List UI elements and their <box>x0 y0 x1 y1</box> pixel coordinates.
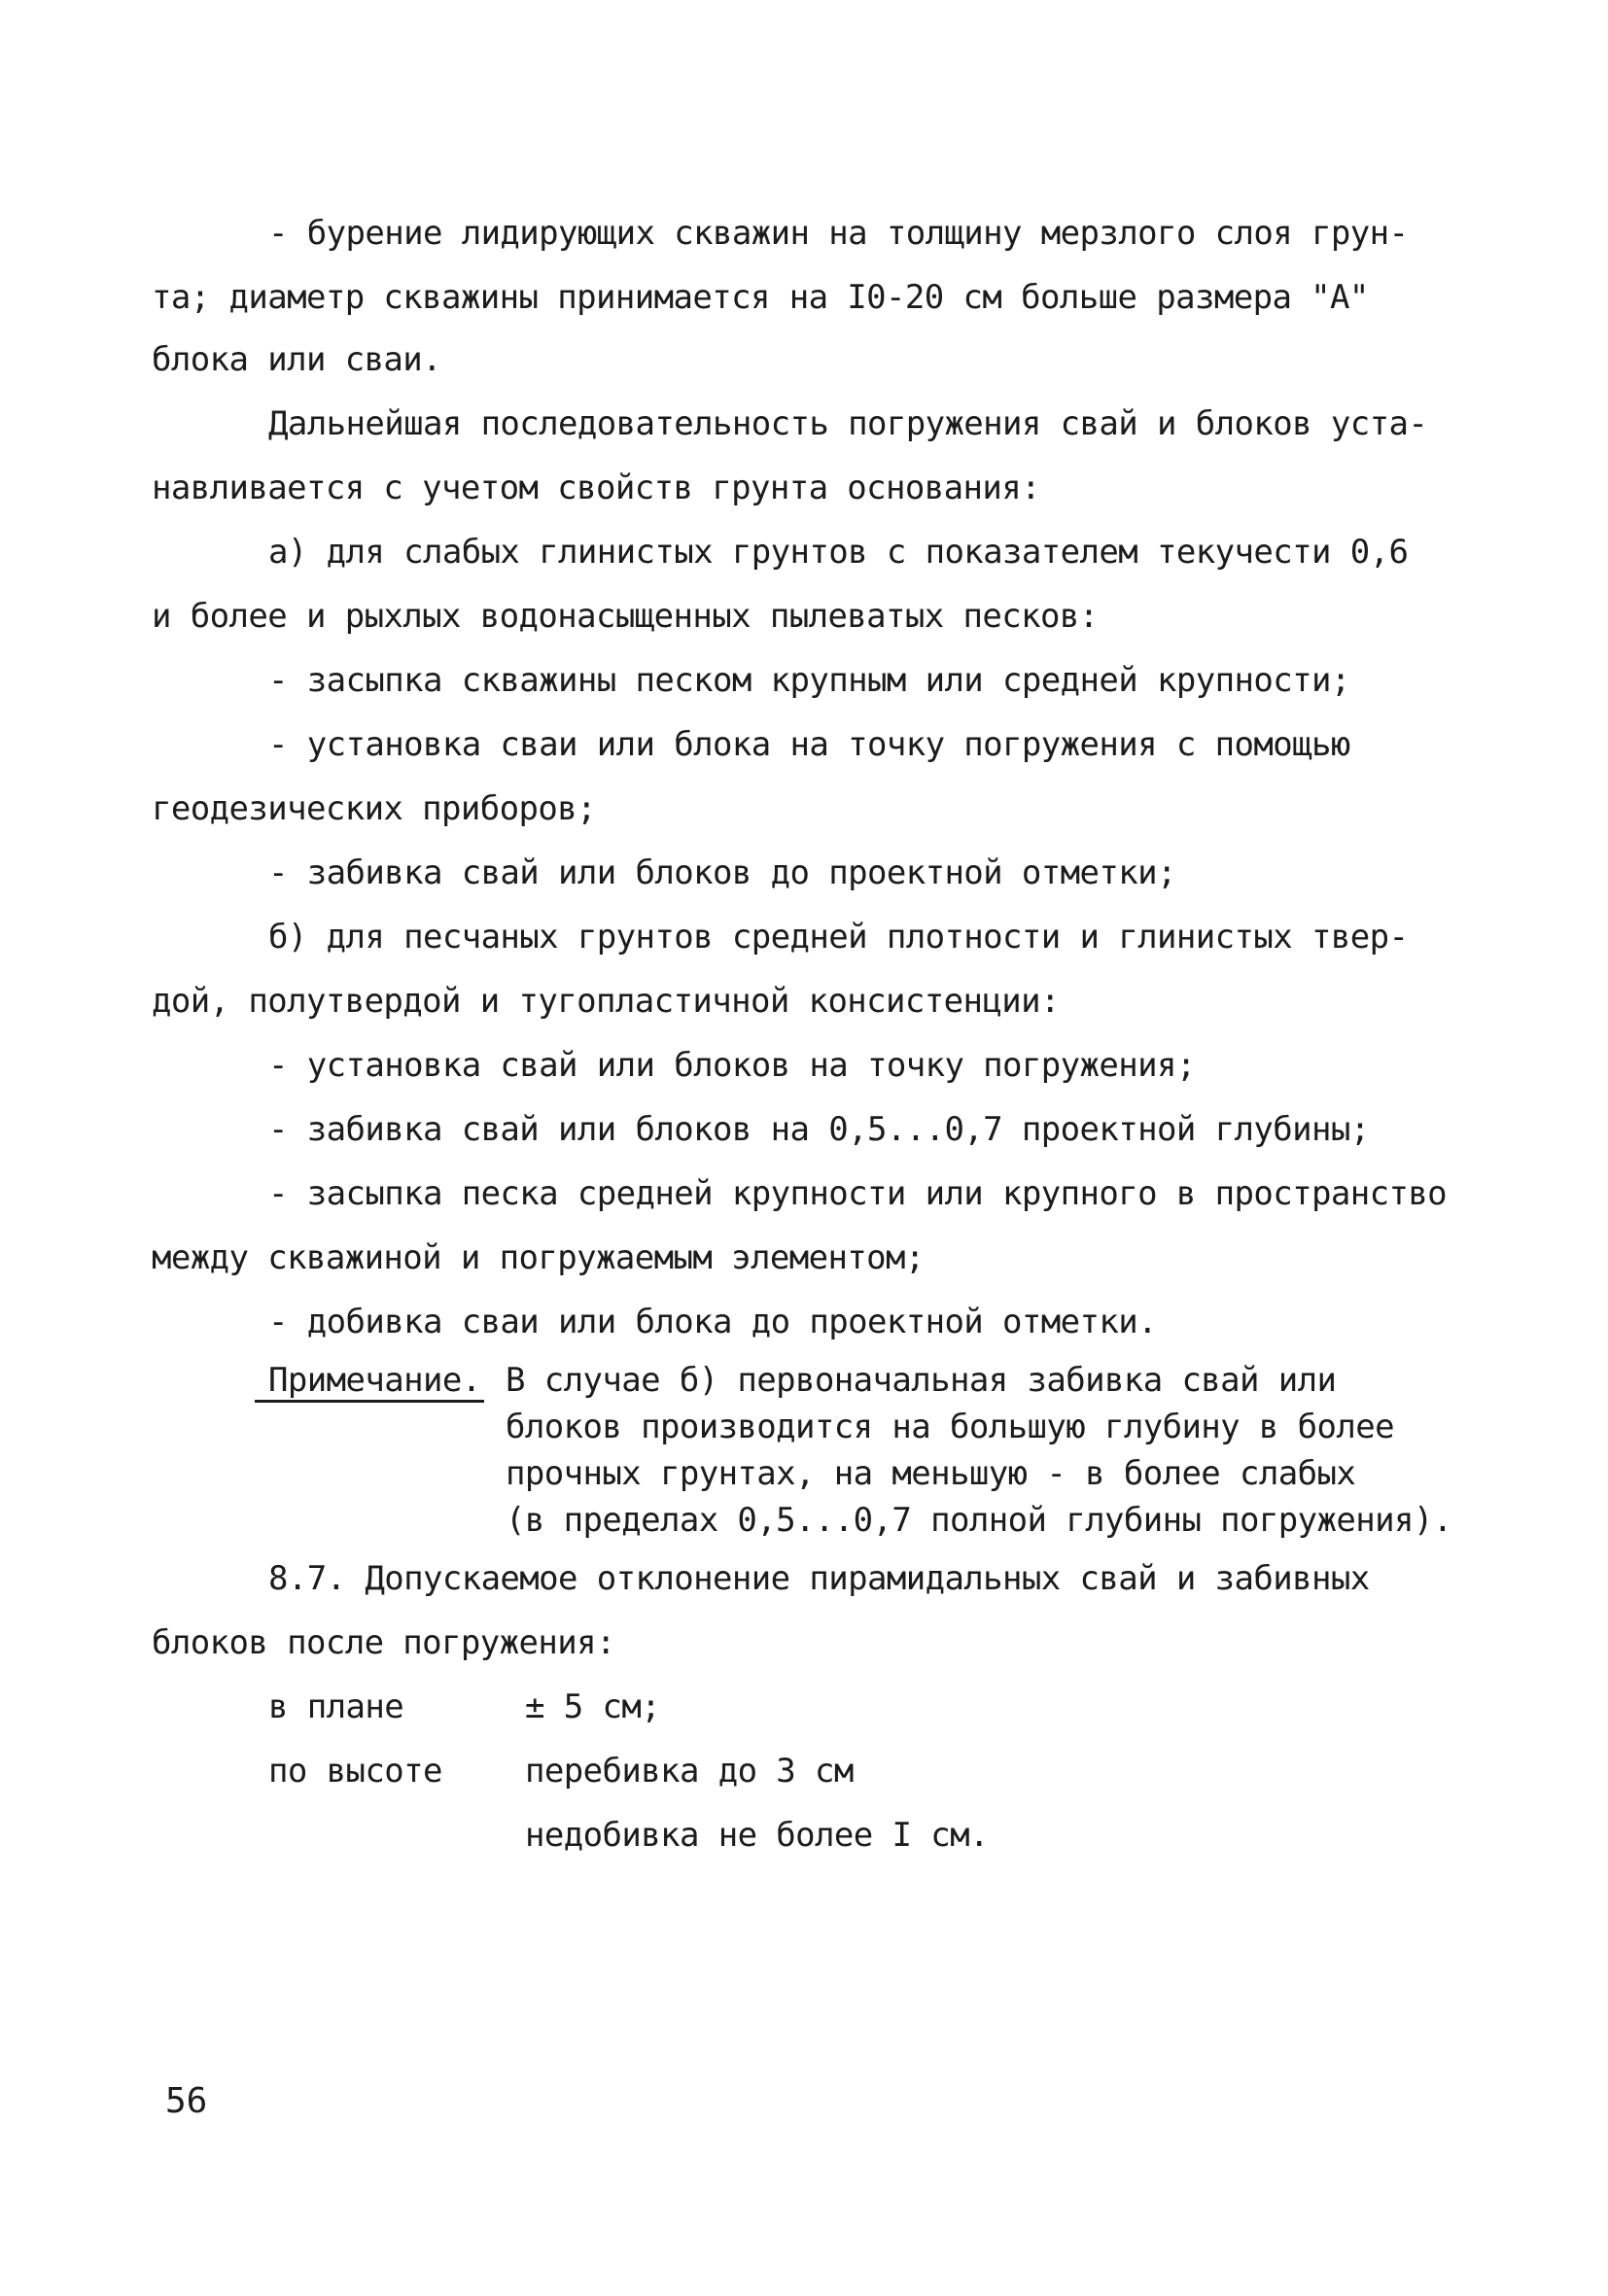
tolerance-value: недобивка не более I см. <box>525 1816 989 1855</box>
text-line: блока или сваи. <box>152 340 442 379</box>
text-line: навливается с учетом свойств грунта основания: <box>152 469 1041 507</box>
note-label: Примечание. <box>268 1361 481 1400</box>
text-line: Дальнейшая последовательность погружения свай и блоков уста- <box>268 404 1428 443</box>
tolerance-key: по высоте <box>268 1752 442 1791</box>
note-line: прочных грунтах, на меньшую - в более слабых <box>506 1454 1356 1493</box>
text-line: - установка свай или блоков на точку погружения; <box>268 1046 1196 1085</box>
text-line: - засыпка скважины песком крупным или средней крупности; <box>268 661 1350 700</box>
note-line: блоков производится на большую глубину в более <box>506 1408 1395 1446</box>
text-line: - забивка свай или блоков на 0,5...0,7 проектной глубины; <box>268 1110 1370 1149</box>
text-line: и более и рыхлых водонасыщенных пылеватых песков: <box>152 597 1099 636</box>
text-line: - установка сваи или блока на точку погружения с помощью <box>268 725 1350 764</box>
note-line: (в пределах 0,5...0,7 полной глубины погружения). <box>506 1501 1452 1540</box>
text-line: та; диаметр скважины принимается на I0-20 см больше размера "А" <box>152 278 1369 317</box>
tolerance-value: перебивка до 3 см <box>525 1752 854 1791</box>
note-underline <box>255 1400 484 1403</box>
section-heading-line: 8.7. Допускаемое отклонение пирамидальных свай и забивных <box>268 1559 1370 1598</box>
text-line: блоков после погружения: <box>152 1623 615 1662</box>
text-line: - добивка сваи или блока до проектной отметки. <box>268 1303 1158 1341</box>
page-number: 56 <box>165 2081 208 2121</box>
tolerance-value: ± 5 см; <box>525 1687 661 1726</box>
text-line: - бурение лидирующих скважин на толщину мерзлого слоя грун- <box>268 214 1409 253</box>
text-line: б) для песчаных грунтов средней плотности и глинистых твер- <box>268 918 1409 957</box>
text-line: - засыпка песка средней крупности или крупного в пространство <box>268 1174 1448 1213</box>
text-line: дой, полутвердой и тугопластичной консистенции: <box>152 982 1060 1021</box>
text-line: - забивка свай или блоков до проектной отметки; <box>268 853 1176 892</box>
tolerance-key: в плане <box>268 1687 404 1726</box>
note-line: В случае б) первоначальная забивка свай или <box>506 1361 1337 1400</box>
text-line: геодезических приборов; <box>152 789 597 828</box>
text-line: а) для слабых глинистых грунтов с показателем текучести 0,6 <box>268 533 1409 572</box>
text-line: между скважиной и погружаемым элементом; <box>152 1238 925 1277</box>
